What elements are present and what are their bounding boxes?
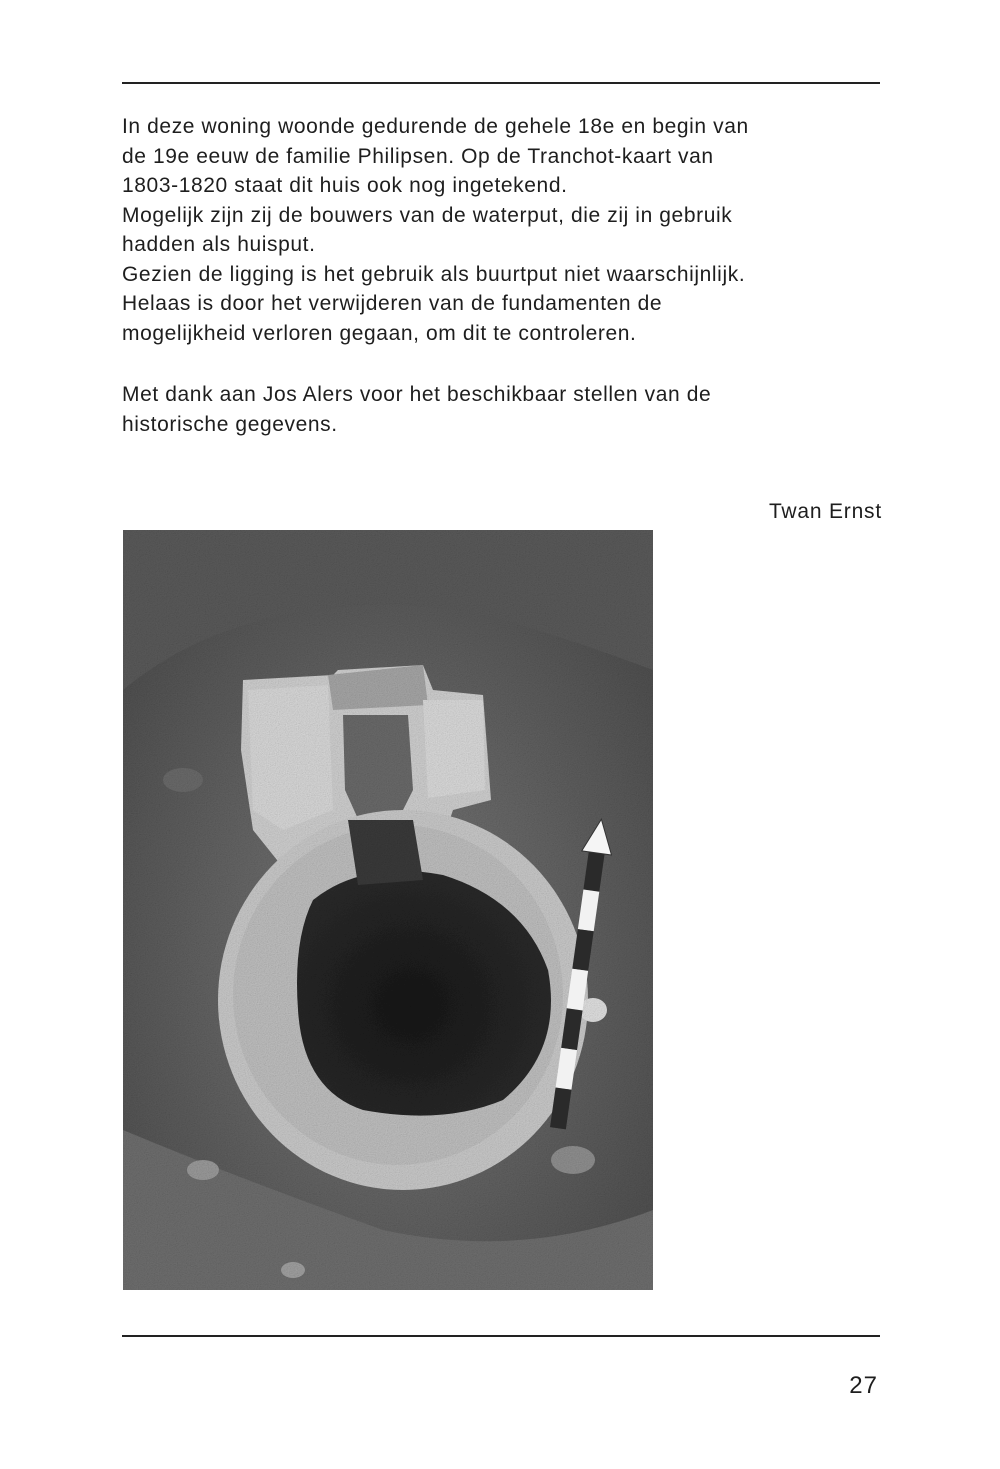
paragraph-line: Helaas is door het verwijderen van de fundamenten de: [122, 292, 663, 315]
paragraph-line: Gezien de ligging is het gebruik als buurtput niet waarschijnlijk.: [122, 262, 746, 286]
paragraph-line: Mogelijk zijn zij de bouwers van de waterput, die zij in gebruik: [122, 203, 733, 227]
paragraph-line: de 19e eeuw de familie Philipsen. Op de Tranchot-kaart van: [122, 144, 714, 168]
paragraph-line: 1803-1820 staat dit huis ook nog ingetekend.: [122, 174, 568, 197]
paragraph-line: In deze woning woonde gedurende de gehele 18e en begin van: [122, 115, 749, 138]
paragraph-line: hadden als huisput.: [122, 233, 316, 256]
acknowledgement-line: Met dank aan Jos Alers voor het beschikbaar stellen van de: [122, 383, 712, 406]
main-paragraph: [122, 112, 882, 348]
top-rule: [122, 82, 880, 84]
author-name: Twan Ernst: [768, 500, 882, 523]
acknowledgement: [122, 380, 882, 439]
bottom-rule: [122, 1335, 880, 1337]
well-photo: [123, 530, 653, 1290]
acknowledgement-line: historische gegevens.: [122, 412, 338, 436]
page-number: 27: [849, 1372, 878, 1399]
paragraph-line: mogelijkheid verloren gegaan, om dit te controleren.: [122, 321, 637, 345]
